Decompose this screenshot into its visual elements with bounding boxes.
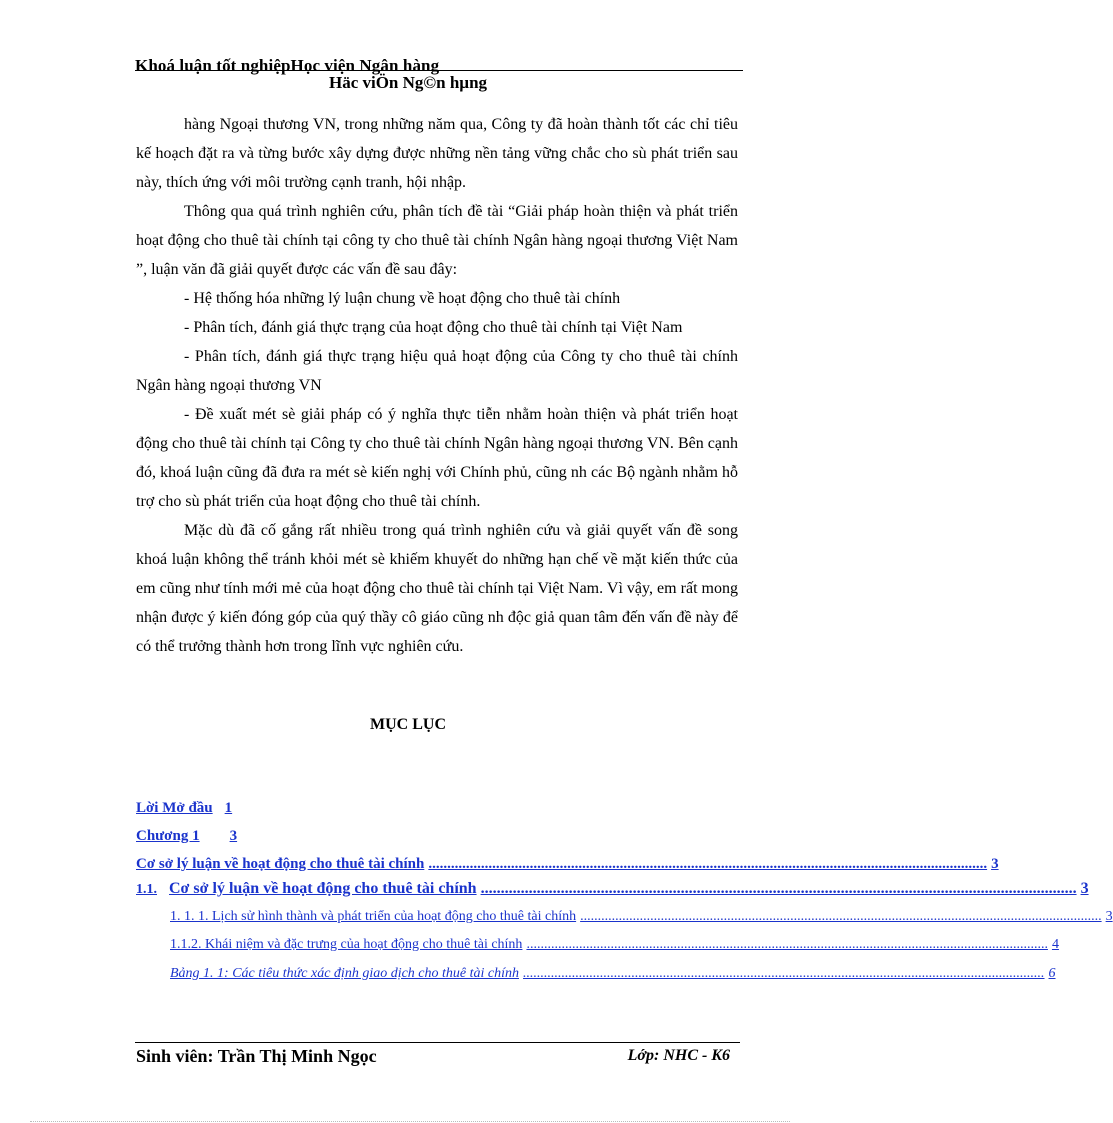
toc-leader: ..................................................................................................................................................... <box>428 856 988 872</box>
toc-entry-table-1-1[interactable]: Bảng 1. 1: Các tiêu thức xác định giao dịch cho thuê tài chính ..................................................................................................................................................... 6 <box>170 966 1056 981</box>
running-header-title: Khoá luận tốt nghiệpHọc viện Ngân hàng <box>135 56 440 75</box>
footer-class: Lớp: NHC - K6 <box>627 1047 730 1064</box>
header-rule <box>135 70 743 71</box>
page-edge-divider <box>30 1121 790 1122</box>
toc-entry-1-1[interactable]: 1.1. Cơ sở lý luận về hoạt động cho thuê tài chính ..................................................................................................................................................... 3 <box>136 880 1089 897</box>
toc-entry-1-1-1[interactable]: 1. 1. 1. Lịch sử hình thành và phát triển của hoạt động cho thuê tài chính ..................................................................................................................................................... 3 <box>170 909 1113 924</box>
footer-student: Sinh viên: Trần Thị Minh Ngọc <box>136 1046 377 1066</box>
paragraph-2: Thông qua quá trình nghiên cứu, phân tích đề tài “Giải pháp hoàn thiện và phát triển hoạt động cho thuê tài chính tại công ty cho thuê tài chính Ngân hàng ngoại thương Việt Nam ”, luận văn đã giải quyết được các vấn đề sau đây: <box>136 203 738 278</box>
toc-entry-1-1-2[interactable]: 1.1.2. Khái niệm và đặc trưng của hoạt động cho thuê tài chính ..................................................................................................................................................... 4 <box>170 937 1059 952</box>
paragraph-1: hàng Ngoại thương VN, trong những năm qua, Công ty đã hoàn thành tốt các chỉ tiêu kế hoạch đặt ra và từng bước xây dựng được những nền tảng vững chắc cho sù phát triển sau này, thích ứng với môi trường cạnh tranh, hội nhập. <box>136 116 738 191</box>
toc-entry-chapter-1-title[interactable]: Cơ sở lý luận về hoạt động cho thuê tài chính ..................................................................................................................................................... 3 <box>136 856 999 872</box>
toc-leader: ..................................................................................................................................................... <box>480 880 1077 897</box>
bullet-2: - Phân tích, đánh giá thực trạng của hoạt động cho thuê tài chính tại Việt Nam <box>184 319 683 336</box>
bullet-1: - Hệ thống hóa những lý luận chung về hoạt động cho thuê tài chính <box>184 290 621 307</box>
toc-title: MỤC LỤC <box>370 716 446 733</box>
toc-leader: ..................................................................................................................................................... <box>526 937 1048 952</box>
bullet-4: - Đề xuất mét sè giải pháp có ý nghĩa thực tiễn nhằm hoàn thiện và phát triển hoạt động cho thuê tài chính tại Công ty cho thuê tài chính Ngân hàng ngoại thương VN. Bên cạnh đó, khoá luận cũng đã đưa ra mét sè kiến nghị với Chính phủ, cũng nh các Bộ ngành nhằm hỗ trợ cho sù phát triển của hoạt động cho thuê tài chính. <box>136 406 738 510</box>
body-text <box>136 110 738 661</box>
running-header-subtitle: Häc viÖn Ng©n hµng <box>328 73 488 92</box>
toc-entry-chapter-1[interactable]: Chương 1 3 <box>136 828 238 844</box>
paragraph-3: Mặc dù đã cố gắng rất nhiều trong quá trình nghiên cứu và giải quyết vấn đề song khoá luận không thể tránh khỏi mét sè khiếm khuyết do những hạn chế về mặt kiến thức của em cũng như tính mới mẻ của hoạt động cho thuê tài chính tại Việt Nam. Vì vậy, em rất mong nhận được ý kiến đóng góp của quý thầy cô giáo cũng nh độc giả quan tâm đến vấn đề này để có thể trưởng thành hơn trong lĩnh vực nghiên cứu. <box>136 522 738 655</box>
footer-rule <box>135 1042 740 1043</box>
bullet-3: - Phân tích, đánh giá thực trạng hiệu quả hoạt động của Công ty cho thuê tài chính Ngân hàng ngoại thương VN <box>136 348 738 394</box>
toc-entry-intro[interactable]: Lời Mở đầu 1 <box>136 800 233 816</box>
toc-leader: ..................................................................................................................................................... <box>523 966 1045 981</box>
toc-leader: ..................................................................................................................................................... <box>580 909 1102 924</box>
